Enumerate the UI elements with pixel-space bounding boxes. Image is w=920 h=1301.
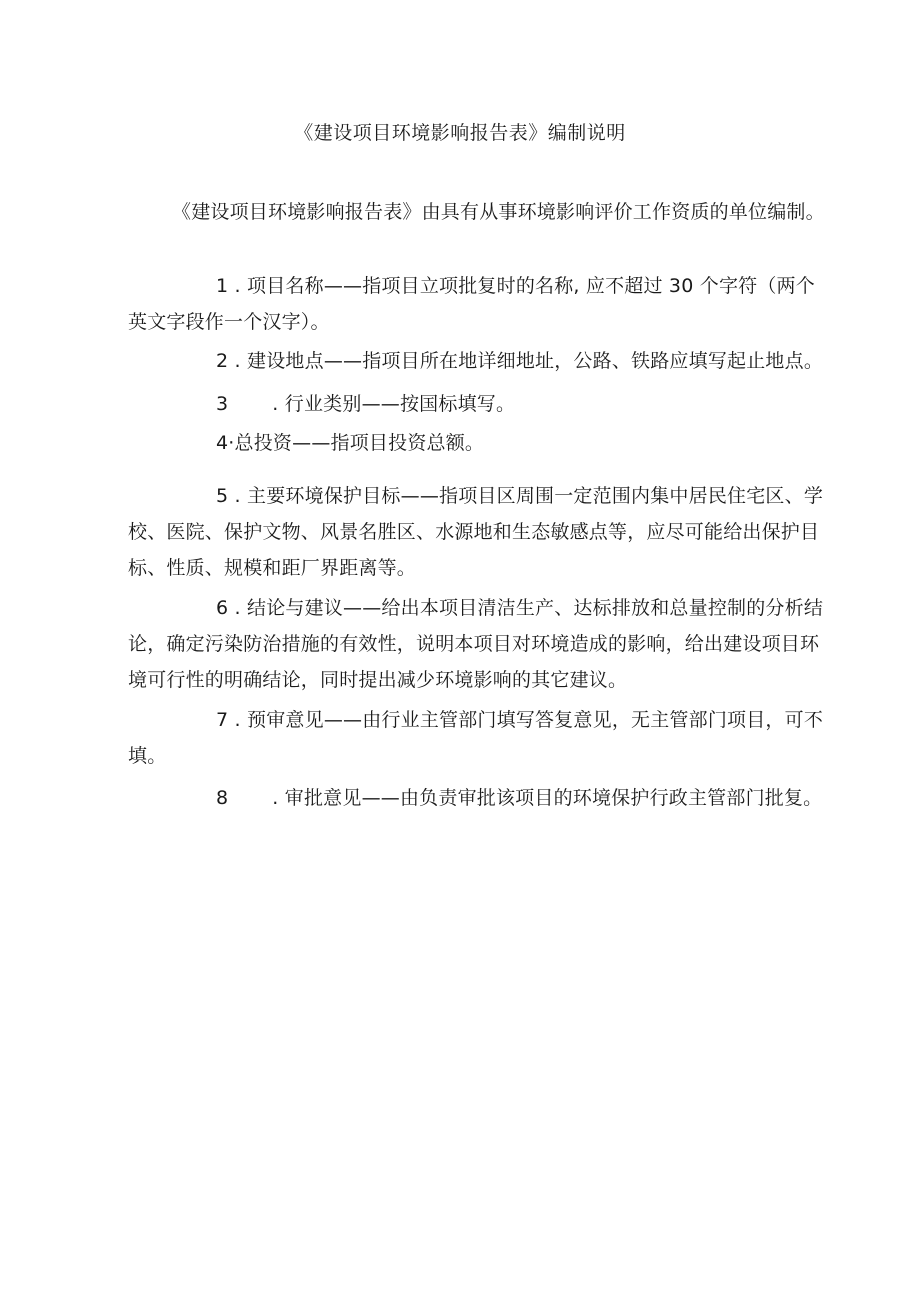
item-number: 7 [216, 709, 229, 731]
item-text: . 主要环境保护目标——指项目区周围一定范围内集中居民住宅区、学校、医院、保护文物、风景名胜区、水源地和生态敏感点等，应尽可能给出保护目标、性质、规模和距厂界距离等。 [128, 485, 824, 579]
item-number: 1 [216, 275, 229, 297]
item-7-paragraph [128, 702, 828, 774]
item-8-paragraph [128, 780, 828, 816]
item-number: 6 [216, 597, 229, 619]
item-number: 8 [216, 787, 229, 809]
item-number: 2 [216, 350, 229, 372]
item-text: . 预审意见——由行业主管部门填写答复意见，无主管部门项目，可不填。 [128, 709, 824, 767]
item-1-paragraph [128, 268, 828, 340]
item-2-paragraph [128, 343, 828, 379]
item-text: . 建设地点——指项目所在地详细地址，公路、铁路应填写起止地点。 [228, 350, 824, 372]
item-5-paragraph [128, 478, 828, 586]
page-title: 《建设项目环境影响报告表》编制说明 [294, 122, 626, 144]
item-4-paragraph [128, 425, 828, 461]
item-3-paragraph [128, 386, 828, 422]
item-text: . 审批意见——由负责审批该项目的环境保护行政主管部门批复。 [272, 787, 823, 809]
item-text: . 行业类别——按国标填写。 [272, 393, 516, 415]
intro-paragraph: 《建设项目环境影响报告表》由具有从事环境影响评价工作资质的单位编制。 [172, 201, 825, 223]
item-text: . 结论与建议——给出本项目清洁生产、达标排放和总量控制的分析结论，确定污染防治措施的有效性，说明本项目对环境造成的影响，给出建设项目环境可行性的明确结论，同时提出减少环境影响的其它建议。 [128, 597, 824, 691]
item-6-paragraph [128, 590, 828, 698]
item-number: 5 [216, 485, 229, 507]
item-number: 4 [216, 432, 229, 454]
item-text: ·总投资——指项目投资总额。 [228, 432, 485, 454]
item-text: . 项目名称——指项目立项批复时的名称, 应不超过 30 个字符（两个英文字段作一个汉字）。 [128, 275, 815, 333]
item-number: 3 [216, 393, 229, 415]
